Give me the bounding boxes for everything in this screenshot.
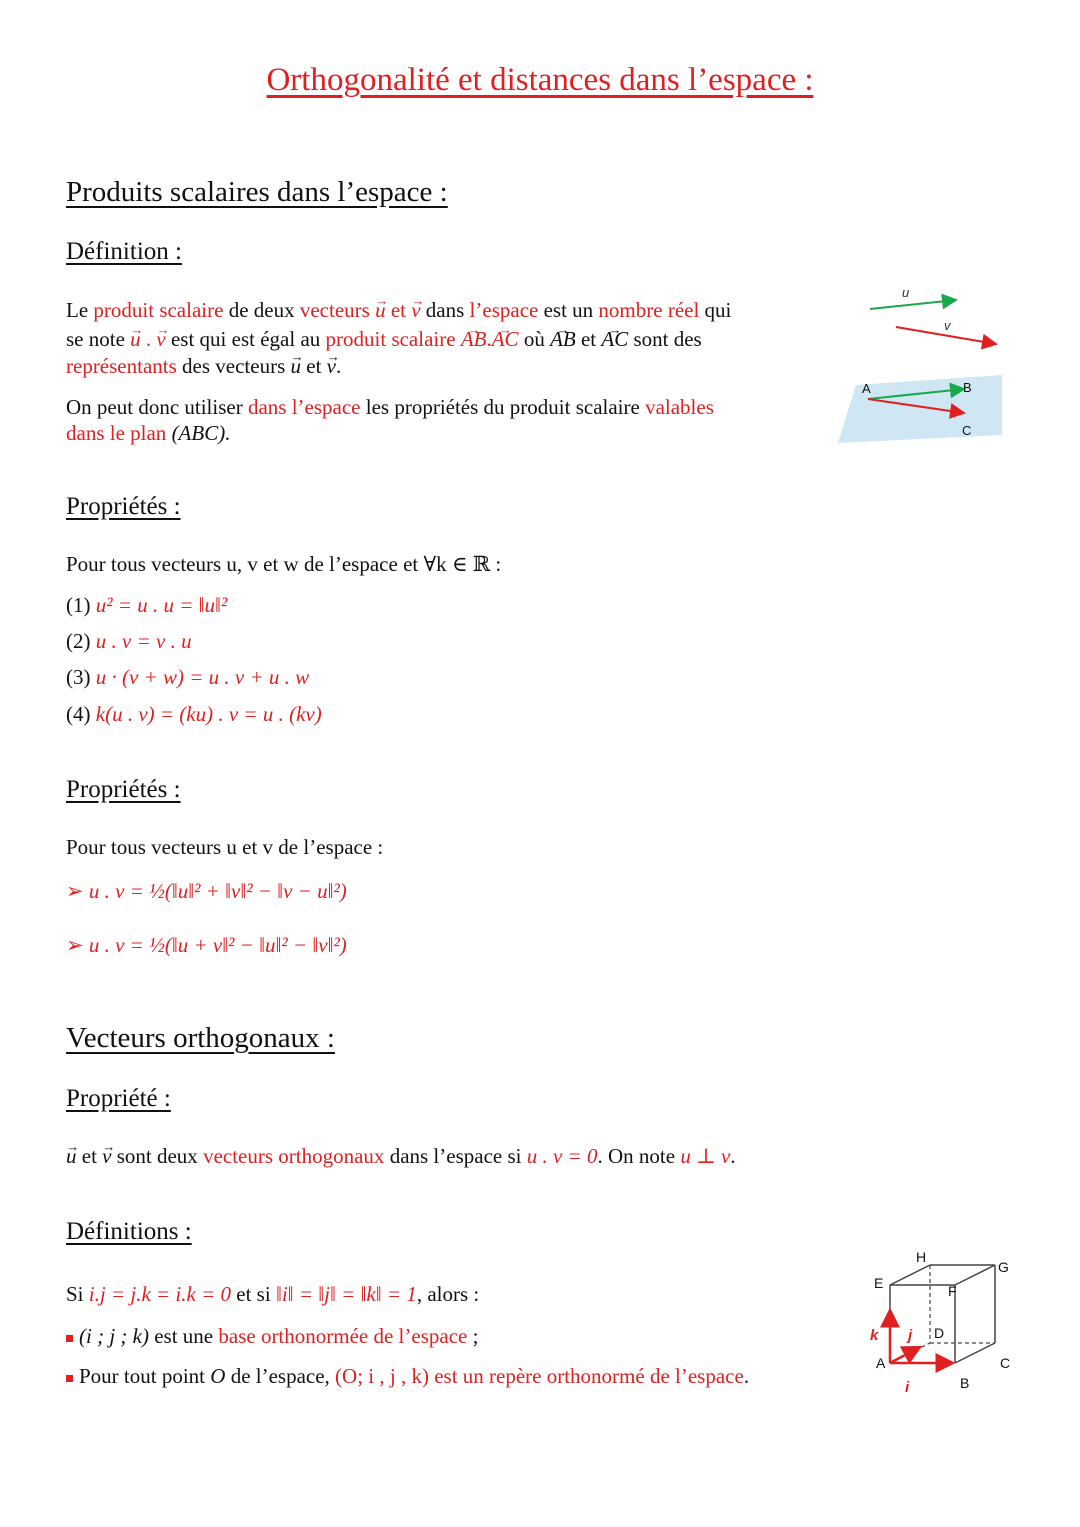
vector-u-label: u <box>902 285 910 300</box>
basis-j-label: j <box>908 1327 913 1344</box>
definition-line-5: dans le plan (ABC). <box>66 421 231 445</box>
point-c-label: C <box>962 423 972 438</box>
definition-line-3: représentants des vecteurs → u et → v. <box>66 352 341 380</box>
definition-line-4: On peut donc utiliser dans l’espace les propriétés du produit scalaire valables <box>66 395 714 419</box>
properties-1-intro: Pour tous vecteurs u, v et w de l’espace et ∀k ∈ ℝ : <box>66 552 502 576</box>
cube-figure <box>860 1240 1030 1400</box>
property-heading: Propriété : <box>66 1085 171 1112</box>
properties-heading-2: Propriétés : <box>66 776 181 803</box>
point-b-label: B <box>963 380 972 395</box>
polarization-formula-1: ➢ u . v = ½(‖u‖² + ‖v‖² − ‖v − u‖²) <box>66 879 347 903</box>
definitions-line-3: Pour tout point O de l’espace, (O; i , j , k) est un repère orthonormé de l’espace. <box>66 1362 749 1390</box>
point-a-label: A <box>862 381 871 396</box>
property-item-2: (2) u . v = v . u <box>66 629 192 653</box>
property-item-3: (3) u · (v + w) = u . v + u . w <box>66 665 310 689</box>
cube-point-a: A <box>876 1355 886 1371</box>
properties-heading-1: Propriétés : <box>66 493 181 520</box>
basis-i-label: i <box>905 1379 910 1396</box>
cube-point-e: E <box>874 1275 884 1291</box>
bullet-icon <box>66 1335 73 1342</box>
property-item-1: (1) u² = u . u = ‖u‖² <box>66 593 228 617</box>
cube-point-c: C <box>1000 1355 1011 1371</box>
properties-2-intro: Pour tous vecteurs u et v de l’espace : <box>66 835 384 859</box>
vector-u-arrow <box>870 300 956 309</box>
section-heading-scalar-products: Produits scalaires dans l’espace : <box>66 176 448 208</box>
page-title: Orthogonalité et distances dans l’espace : <box>266 62 814 98</box>
cube-point-f: F <box>948 1283 957 1299</box>
cube-point-d: D <box>934 1325 945 1341</box>
vector-v-label: v <box>944 318 951 333</box>
polarization-formula-2: ➢ u . v = ½(‖u + v‖² − ‖u‖² − ‖v‖²) <box>66 933 347 957</box>
section-heading-orthogonal-vectors: Vecteurs orthogonaux : <box>66 1022 335 1054</box>
basis-k-label: k <box>870 1327 879 1344</box>
definition-line-2: se note → u . → v est qui est égal au produit scalaire → AB.→ AC où → AB et → AC sont des <box>66 325 826 353</box>
orthogonality-property: → u et → v sont deux vecteurs orthogonaux dans l’espace si u . v = 0. On note u ⊥ v. <box>66 1142 736 1170</box>
cube-point-h: H <box>916 1249 927 1265</box>
definitions-line-2: (i ; j ; k) est une base orthonormée de l’espace ; <box>66 1322 478 1350</box>
definitions-heading: Définitions : <box>66 1218 192 1245</box>
bullet-icon <box>66 1375 73 1382</box>
cube-point-b: B <box>960 1375 970 1391</box>
cube-point-g: G <box>998 1259 1009 1275</box>
property-item-4: (4) k(u . v) = (ku) . v = u . (kv) <box>66 702 322 726</box>
vectors-plane-figure <box>830 275 1010 450</box>
definitions-line-1: Si i.j = j.k = i.k = 0 et si ‖i‖ = ‖j‖ = ‖k‖ = 1, alors : <box>66 1282 480 1306</box>
definition-line-1: Le produit scalaire de deux vecteurs → u et → v dans l’espace est un nombre réel qui <box>66 296 826 324</box>
basis-j-arrow <box>890 1347 920 1363</box>
definition-heading: Définition : <box>66 238 182 265</box>
